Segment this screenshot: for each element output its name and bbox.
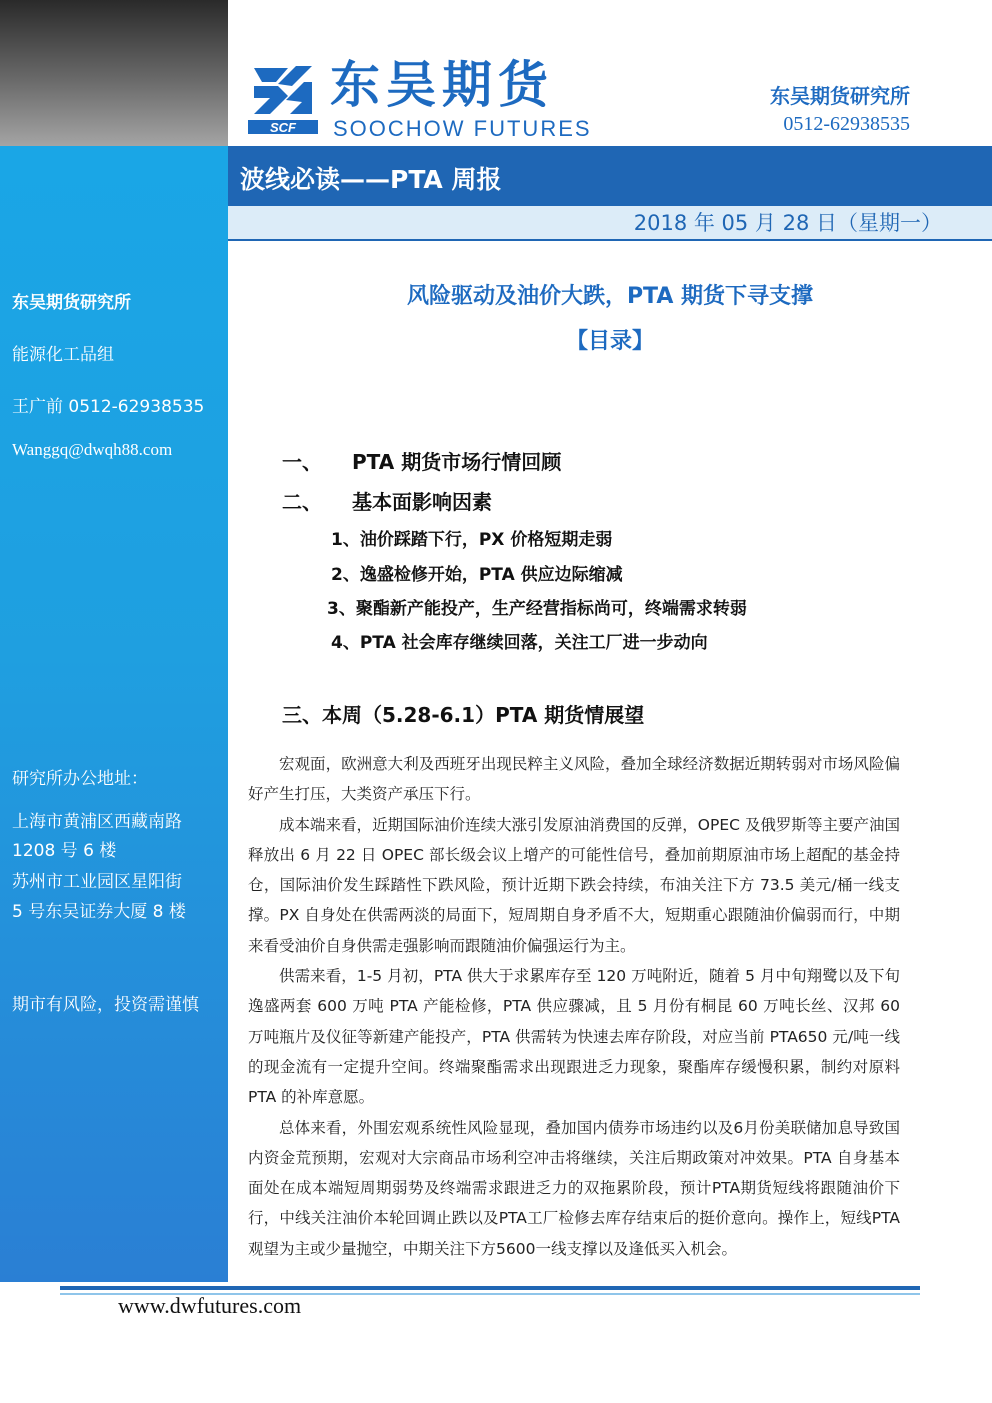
report-date: 2018 年 05 月 28 日（星期一）: [633, 211, 942, 235]
corner-block: [0, 0, 228, 146]
sidebar-contact: 王广前 0512-62938535: [12, 397, 205, 417]
sidebar-group: 能源化工品组: [12, 345, 114, 365]
soochow-logo-icon: [248, 62, 318, 136]
toc-number: 二、: [282, 490, 322, 514]
header-org: 东吴期货研究所: [770, 84, 910, 108]
main-heading: 风险驱动及油价大跌，PTA 期货下寻支撑: [406, 284, 814, 309]
sidebar-risk-notice: 期市有风险，投资需谨慎: [12, 995, 199, 1015]
toc-item-2-1: [331, 525, 612, 550]
toc-number: 3、: [327, 599, 356, 619]
date-band: [228, 206, 992, 241]
toc-item-2-4: [331, 628, 708, 653]
sidebar-address-label: 研究所办公地址：: [12, 769, 148, 789]
toc-text: 本周（5.28-6.1）PTA 期货情展望: [322, 703, 645, 727]
toc-number: 2、: [331, 565, 360, 585]
title-band: [228, 146, 992, 206]
logo-text: SCF: [270, 120, 296, 135]
toc-number: 1、: [331, 530, 360, 550]
toc-number: 4、: [331, 633, 360, 653]
paragraph-macro: 宏观面，欧洲意大利及西班牙出现民粹主义风险，叠加全球经济数据近期转弱对市场风险偏好产生打压，大类资产承压下行。: [248, 755, 900, 804]
toc-text: PTA 社会库存继续回落，关注工厂进一步动向: [359, 633, 708, 653]
sidebar-address-line: 5 号东吴证券大厦 8 楼: [12, 902, 186, 922]
toc-item-2: [282, 486, 492, 515]
toc-number: 一、: [282, 450, 322, 474]
sidebar-address-line: 苏州市工业园区星阳街: [12, 872, 182, 892]
footer-url-link[interactable]: www.dwfutures.com: [118, 1293, 302, 1318]
paragraph-summary: 总体来看，外围宏观系统性风险显现，叠加国内债券市场违约以及6月份美联储加息导致国内资金荒预期，宏观对大宗商品市场利空冲击将继续，关注后期政策对冲效果。PTA 自身基本面处在成本端短周期弱势及终端需求跟进乏力的双拖累阶段，预计PTA期货短线将跟随油价下行，中线关注油价本轮回调止跌以及PTA工厂检修去库存结束后的挺价意向。操作上，短线PTA观望为主或少量抛空，中期关注下方5600一线支撑以及逢低买入机会。: [248, 1118, 900, 1258]
report-title: 波线必读——PTA 周报: [240, 165, 502, 194]
brand-name-cn: 东吴期货: [330, 56, 554, 114]
toc-text: 基本面影响因素: [352, 490, 492, 514]
toc-text: 聚酯新产能投产，生产经营指标尚可，终端需求转弱: [355, 599, 747, 619]
sidebar-address-line: 上海市黄浦区西藏南路: [12, 812, 182, 832]
toc-text: 油价踩踏下行，PX 价格短期走弱: [359, 530, 613, 550]
toc-item-3: [282, 699, 644, 728]
header-phone: 0512-62938535: [783, 113, 910, 135]
sidebar-org: 东吴期货研究所: [12, 293, 131, 313]
paragraph-supply-demand: 供需来看，1-5 月初，PTA 供大于求累库存至 120 万吨附近，随着 5 月中旬翔鹭以及下旬逸盛两套 600 万吨 PTA 产能检修，PTA 供应骤减，且 5 月份有桐昆 60 万吨长丝、汉邦 60 万吨瓶片及仪征等新建产能投产，PTA 供需转为快速去库存阶段，对应当前 PTA650 元/吨一线的现金流有一定提升空间。终端聚酯需求出现跟进乏力现象，聚酯库存缓慢积累，制约对原料 PTA 的补库意愿。: [248, 967, 900, 1107]
brand-name-en: SOOCHOW FUTURES: [333, 116, 592, 141]
footer-divider: [60, 1286, 920, 1290]
toc-text: PTA 期货市场行情回顾: [352, 450, 562, 474]
toc-item-1: [282, 446, 561, 475]
sidebar-email[interactable]: Wanggq@dwqh88.com: [12, 440, 173, 459]
toc-number: 三、: [282, 703, 322, 727]
toc-label: 【目录】: [565, 329, 654, 354]
sidebar-address-line: 1208 号 6 楼: [12, 841, 117, 861]
paragraph-cost: 成本端来看，近期国际油价连续大涨引发原油消费国的反弹，OPEC 及俄罗斯等主要产油国释放出 6 月 22 日 OPEC 部长级会议上增产的可能性信号，叠加前期原油市场上超配的基金持仓，国际油价发生踩踏性下跌风险，预计近期下跌会持续，布油关注下方 73.5 美元/桶一线支撑。PX 自身处在供需两淡的局面下，短周期自身矛盾不大，短期重心跟随油价偏弱而行，中期来看受油价自身供需走强影响而跟随油价偏强运行为主。: [248, 815, 900, 955]
toc-text: 逸盛检修开始，PTA 供应边际缩减: [359, 565, 623, 585]
toc-item-2-3: [327, 594, 747, 619]
toc-item-2-2: [331, 560, 623, 585]
body-text: [248, 749, 900, 1264]
sidebar: [0, 146, 228, 1282]
